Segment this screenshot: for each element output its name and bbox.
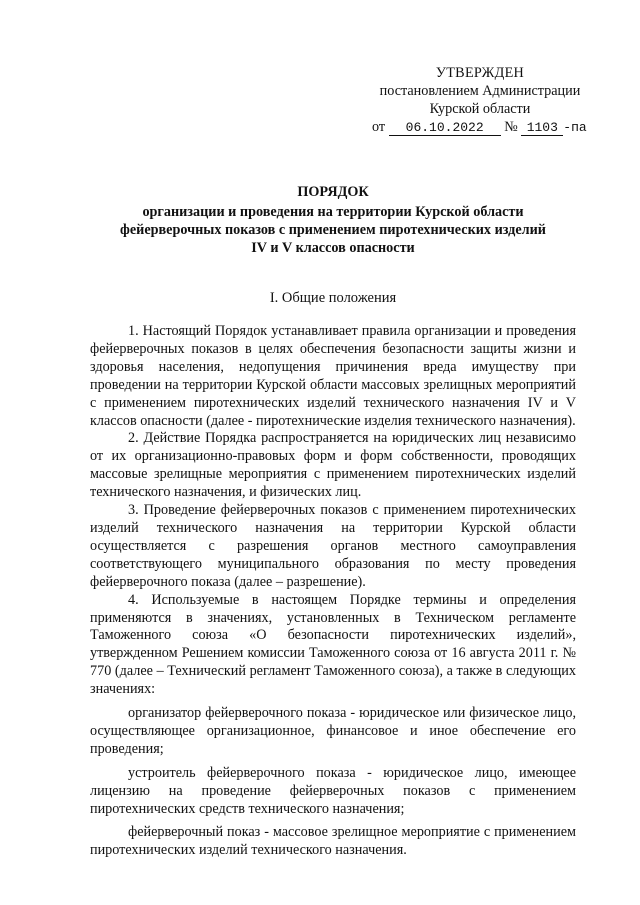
approval-title: УТВЕРЖДЕН (435, 65, 525, 81)
subtitle-line: IV и V классов опасности (251, 240, 415, 256)
approval-line-2: Курской области (429, 101, 531, 117)
section-title: I. Общие положения (269, 290, 397, 306)
approval-number: 1103 (521, 120, 563, 136)
subtitle-line: фейерверочных показов с применением пиротехнических изделий (120, 222, 546, 238)
number-suffix: -па (563, 120, 587, 135)
definition-paragraph: фейерверочный показ - массовое зрелищное мероприятие с применением пиротехнических изделий технического назначения. (90, 824, 576, 859)
definition-paragraph: организатор фейерверочного показа - юридическое или физическое лицо, осуществляющее организационное, финансовое и иное обеспечение его проведения; (90, 705, 576, 757)
paragraph: 2. Действие Порядка распространяется на юридических лиц независимо от их организационно-правовых форм и форм собственности, проводящих массовые зрелищные мероприятия с применением пиротехнических изделий технического назначения, и физических лиц. (90, 430, 576, 501)
subtitle-line: организации и проведения на территории Курской области (142, 204, 524, 220)
number-prefix: № (504, 119, 518, 135)
document-body (90, 323, 576, 860)
approval-date-line (360, 118, 600, 137)
paragraph: 1. Настоящий Порядок устанавливает правила организации и проведения фейерверочных показов в целях обеспечения безопасности защиты жизни и здоровья населения, недопущения причинения вреда имуществу при проведении на территории Курской области массовых зрелищных мероприятий с применением пиротехнических изделий технического назначения IV и V классов опасности (далее - пиротехнические изделия технического назначения). (90, 323, 576, 429)
date-prefix: от (372, 119, 386, 135)
document-heading: ПОРЯДОК (297, 184, 369, 200)
approval-date: 06.10.2022 (389, 120, 501, 136)
paragraph: 3. Проведение фейерверочных показов с применением пиротехнических изделий технического назначения на территории Курской области осуществляется с разрешения органов местного самоуправления соответствующего муниципального образования по месту проведения фейерверочного показа (далее – разрешение). (90, 502, 576, 590)
definition-paragraph: устроитель фейерверочного показа - юридическое лицо, имеющее лицензию на проведение фейерверочных показов с применением пиротехнических средств технического назначения; (90, 764, 576, 817)
approval-stamp (360, 64, 600, 137)
paragraph: 4. Используемые в настоящем Порядке термины и определения применяются в значениях, установленных в Техническом регламенте Таможенного союза «О безопасности пиротехнических изделий», утвержденном Решением комиссии Таможенного союза от 16 августа 2011 г. № 770 (далее – Технический регламент Таможенного союза), а также в следующих значениях: (90, 591, 576, 698)
document-title-block (90, 183, 576, 257)
approval-line-1: постановлением Администрации (379, 83, 581, 99)
